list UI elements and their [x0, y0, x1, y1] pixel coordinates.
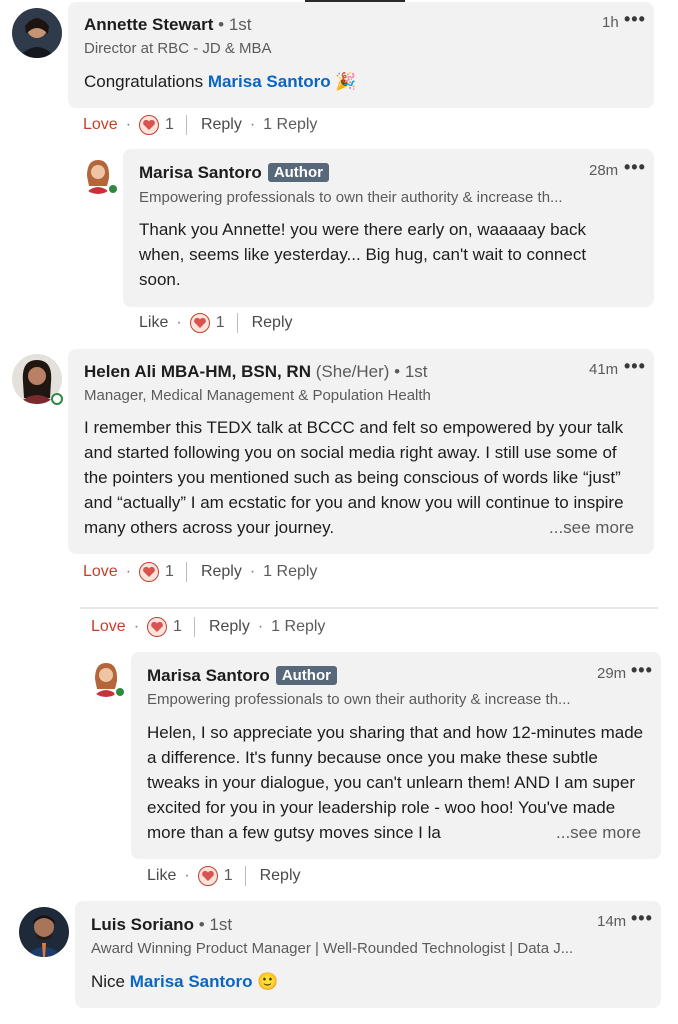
reaction-count[interactable]: 1: [165, 116, 174, 133]
author-name[interactable]: Helen Ali MBA-HM, BSN, RN: [84, 362, 311, 381]
reaction-button[interactable]: Love: [91, 618, 126, 635]
author-headline: Empowering professionals to own their authority & increase th...: [147, 691, 571, 708]
love-reaction-icon[interactable]: [139, 562, 159, 582]
comment-time: 1h: [602, 14, 619, 31]
author-name[interactable]: Annette Stewart: [84, 15, 214, 34]
separator-dot: ·: [249, 563, 256, 580]
author-line: [139, 163, 329, 183]
more-options-icon[interactable]: •••: [624, 356, 646, 376]
love-reaction-icon[interactable]: [139, 115, 159, 135]
author-line: [84, 362, 428, 382]
author-name[interactable]: Marisa Santoro: [147, 666, 270, 685]
comment-text: I remember this TEDX talk at BCCC and felt so empowered by your talk and started following you on social media right away. I still use some of the pointers you mentioned such as being conscious of words like “just” and “actually” I am ecstatic for you and know you will continue to inspire many others across your journey.: [84, 418, 624, 537]
reply-button[interactable]: Reply: [208, 618, 250, 635]
reply-button[interactable]: Reply: [200, 563, 242, 580]
reply-count-link[interactable]: 1 Reply: [271, 618, 326, 635]
comment-time: 14m: [597, 913, 627, 930]
see-more-link[interactable]: ...see more: [543, 515, 634, 540]
reaction-count[interactable]: 1: [215, 314, 225, 331]
pronouns: (She/Her): [315, 362, 390, 381]
author-headline: Award Winning Product Manager | Well-Rounded Technologist | Data J...: [91, 940, 574, 957]
separator-dot: ·: [125, 116, 132, 133]
author-badge: Author: [276, 666, 337, 685]
online-status-icon: [114, 686, 126, 698]
section-divider: [80, 607, 658, 609]
comment-actions: [83, 115, 317, 135]
separator-dot: ·: [249, 116, 256, 133]
more-options-icon[interactable]: •••: [631, 908, 653, 928]
divider: [245, 866, 246, 886]
comment-text: Thank you Annette! you were there early on, waaaaay back when, seems like yesterday... Big hug, can't wait to connect soon.: [139, 220, 587, 289]
author-name[interactable]: Marisa Santoro: [139, 163, 262, 182]
celebrate-emoji: 🎉: [330, 72, 357, 91]
comment-actions: [139, 313, 293, 333]
connection-degree: • 1st: [389, 362, 428, 381]
smile-emoji: 🙂: [252, 972, 279, 991]
mention-link[interactable]: Marisa Santoro: [207, 72, 331, 91]
reply-button[interactable]: Reply: [259, 867, 301, 884]
comment-actions: [83, 562, 317, 582]
author-name[interactable]: Luis Soriano: [91, 915, 194, 934]
separator-dot: ·: [257, 618, 264, 635]
comment-text: Congratulations Marisa Santoro 🎉: [84, 72, 357, 91]
avatar-luis[interactable]: [19, 907, 69, 957]
divider: [237, 313, 238, 333]
connection-degree: • 1st: [213, 15, 252, 34]
author-headline: Director at RBC - JD & MBA: [84, 40, 272, 57]
comment-text: Helen, I so appreciate you sharing that and how 12-minutes made a difference. It's funny because once you make these subtle tweaks in your dialogue, you can't unlearn them! AND I am super excited for you in your leadership role - woo hoo! You've made more than a few gutsy moves since I la: [147, 723, 644, 842]
reply-count-link[interactable]: 1 Reply: [263, 116, 318, 133]
like-button[interactable]: Like: [139, 314, 169, 331]
love-reaction-icon[interactable]: [198, 866, 218, 886]
separator-dot: ·: [184, 867, 190, 884]
mention-link[interactable]: Marisa Santoro: [129, 972, 253, 991]
comment-time: 28m: [589, 162, 619, 179]
reaction-count[interactable]: 1: [165, 563, 174, 580]
reaction-count[interactable]: 1: [223, 867, 233, 884]
connection-degree: • 1st: [193, 915, 233, 934]
reply-button[interactable]: Reply: [251, 314, 293, 331]
love-reaction-icon[interactable]: [147, 617, 167, 637]
author-headline: Manager, Medical Management & Population Health: [84, 387, 431, 404]
reply-button[interactable]: Reply: [200, 116, 242, 133]
reply-count-link[interactable]: 1 Reply: [263, 563, 318, 580]
author-line: [147, 666, 337, 686]
reaction-button[interactable]: Love: [83, 563, 118, 580]
author-headline: Empowering professionals to own their authority & increase th...: [139, 189, 563, 206]
more-options-icon[interactable]: •••: [624, 157, 646, 177]
more-options-icon[interactable]: •••: [624, 9, 646, 29]
separator-dot: ·: [125, 563, 132, 580]
divider: [186, 115, 187, 135]
divider: [194, 617, 195, 637]
more-options-icon[interactable]: •••: [631, 660, 653, 680]
like-button[interactable]: Like: [147, 867, 177, 884]
divider: [186, 562, 187, 582]
comment-actions: [147, 866, 301, 886]
comment-time: 29m: [597, 665, 627, 682]
avatar-annette[interactable]: [12, 8, 62, 58]
author-badge: Author: [268, 163, 329, 182]
see-more-link[interactable]: ...see more: [550, 820, 641, 845]
online-status-icon: [107, 183, 119, 195]
reaction-count[interactable]: 1: [173, 618, 182, 635]
separator-dot: ·: [133, 618, 140, 635]
author-line: [84, 15, 252, 35]
comment-time: 41m: [589, 361, 619, 378]
separator-dot: ·: [176, 314, 182, 331]
love-reaction-icon[interactable]: [190, 313, 210, 333]
author-line: [91, 915, 232, 935]
reaction-button[interactable]: Love: [83, 116, 118, 133]
online-status-icon: [51, 393, 63, 405]
comment-actions-sticky: [91, 617, 325, 637]
comment-text: Nice Marisa Santoro 🙂: [91, 972, 279, 991]
